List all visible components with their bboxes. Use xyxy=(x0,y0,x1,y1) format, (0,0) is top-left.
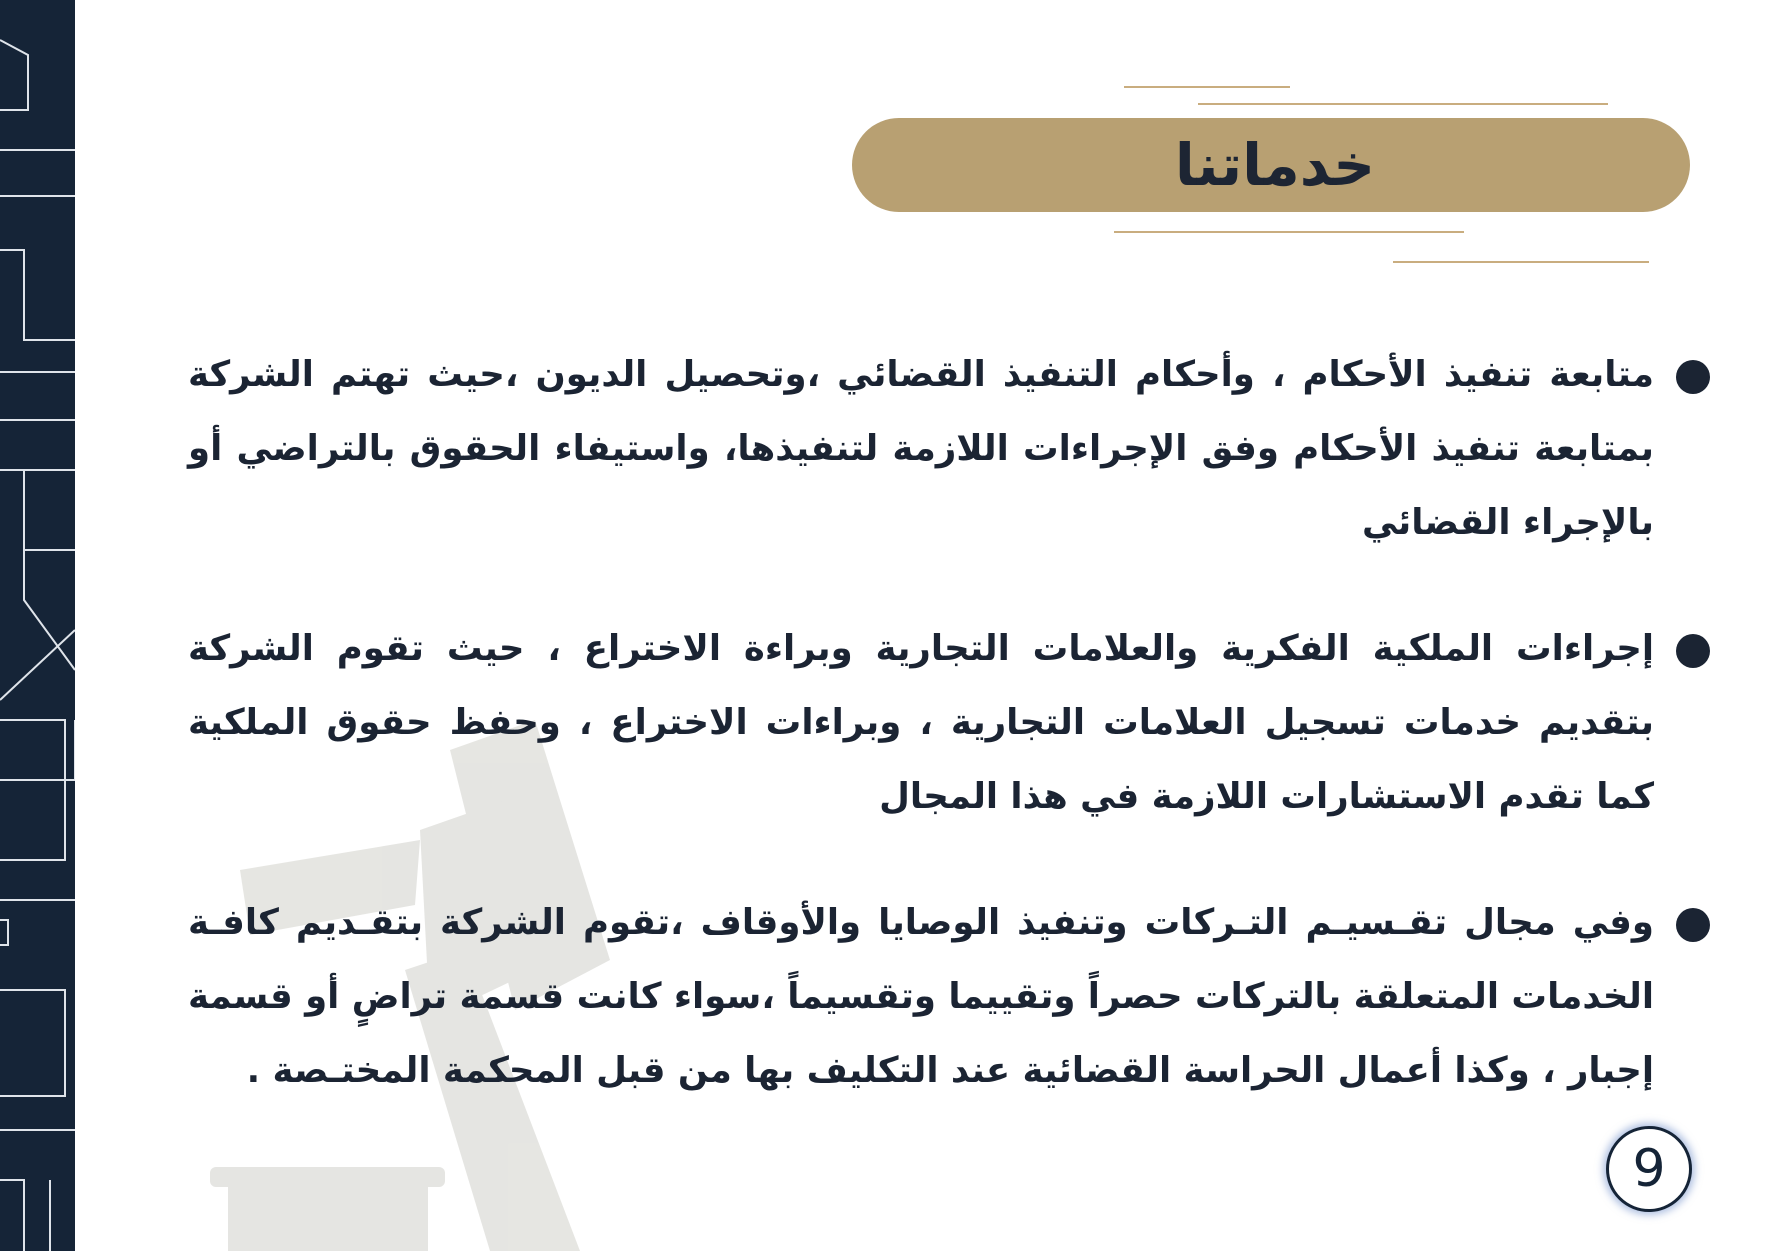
bullet-icon xyxy=(1676,360,1710,394)
decorative-line xyxy=(1393,261,1649,263)
service-text: إجراءات الملكية الفكرية والعلامات التجارية وبراءة الاختراع ، حيث تقوم الشركة بتقديم خدمات تسجيل العلامات التجارية ، وبراءات الاختراع ، وحفظ حقوق الملكية كما تقدم الاستشارات اللازمة في هذا المجال xyxy=(188,628,1654,817)
bullet-icon xyxy=(1676,634,1710,668)
decorative-line xyxy=(1198,103,1608,105)
page-title: خدماتنا xyxy=(1174,131,1376,199)
service-item xyxy=(180,338,1710,560)
page-number: 9 xyxy=(1632,1139,1666,1199)
service-item xyxy=(180,612,1710,834)
service-text: وفي مجال تقـسيـم التـركات وتنفيذ الوصايا والأوقاف ،تقوم الشركة بتقـديم كافـة الخدمات المتعلقة بالتركات حصراً وتقييما وتقسيماً ،سواء كانت قسمة تراضٍ أو قسمة إجبار ، وكذا أعمال الحراسة القضائية عند التكليف بها من قبل المحكمة المختـصة . xyxy=(188,902,1654,1091)
decorative-sidebar xyxy=(0,0,75,1251)
bullet-icon xyxy=(1676,908,1710,942)
geometric-pattern xyxy=(0,0,75,1251)
services-list xyxy=(180,338,1710,1160)
decorative-line xyxy=(1124,86,1290,88)
page-number-badge xyxy=(1606,1126,1692,1212)
service-item xyxy=(180,886,1710,1108)
decorative-line xyxy=(1114,231,1464,233)
page-title-banner xyxy=(852,118,1690,212)
service-text: متابعة تنفيذ الأحكام ، وأحكام التنفيذ القضائي ،وتحصيل الديون ،حيث تهتم الشركة بمتابعة تنفيذ الأحكام وفق الإجراءات اللازمة لتنفيذها، واستيفاء الحقوق بالتراضي أو بالإجراء القضائي xyxy=(188,354,1654,543)
